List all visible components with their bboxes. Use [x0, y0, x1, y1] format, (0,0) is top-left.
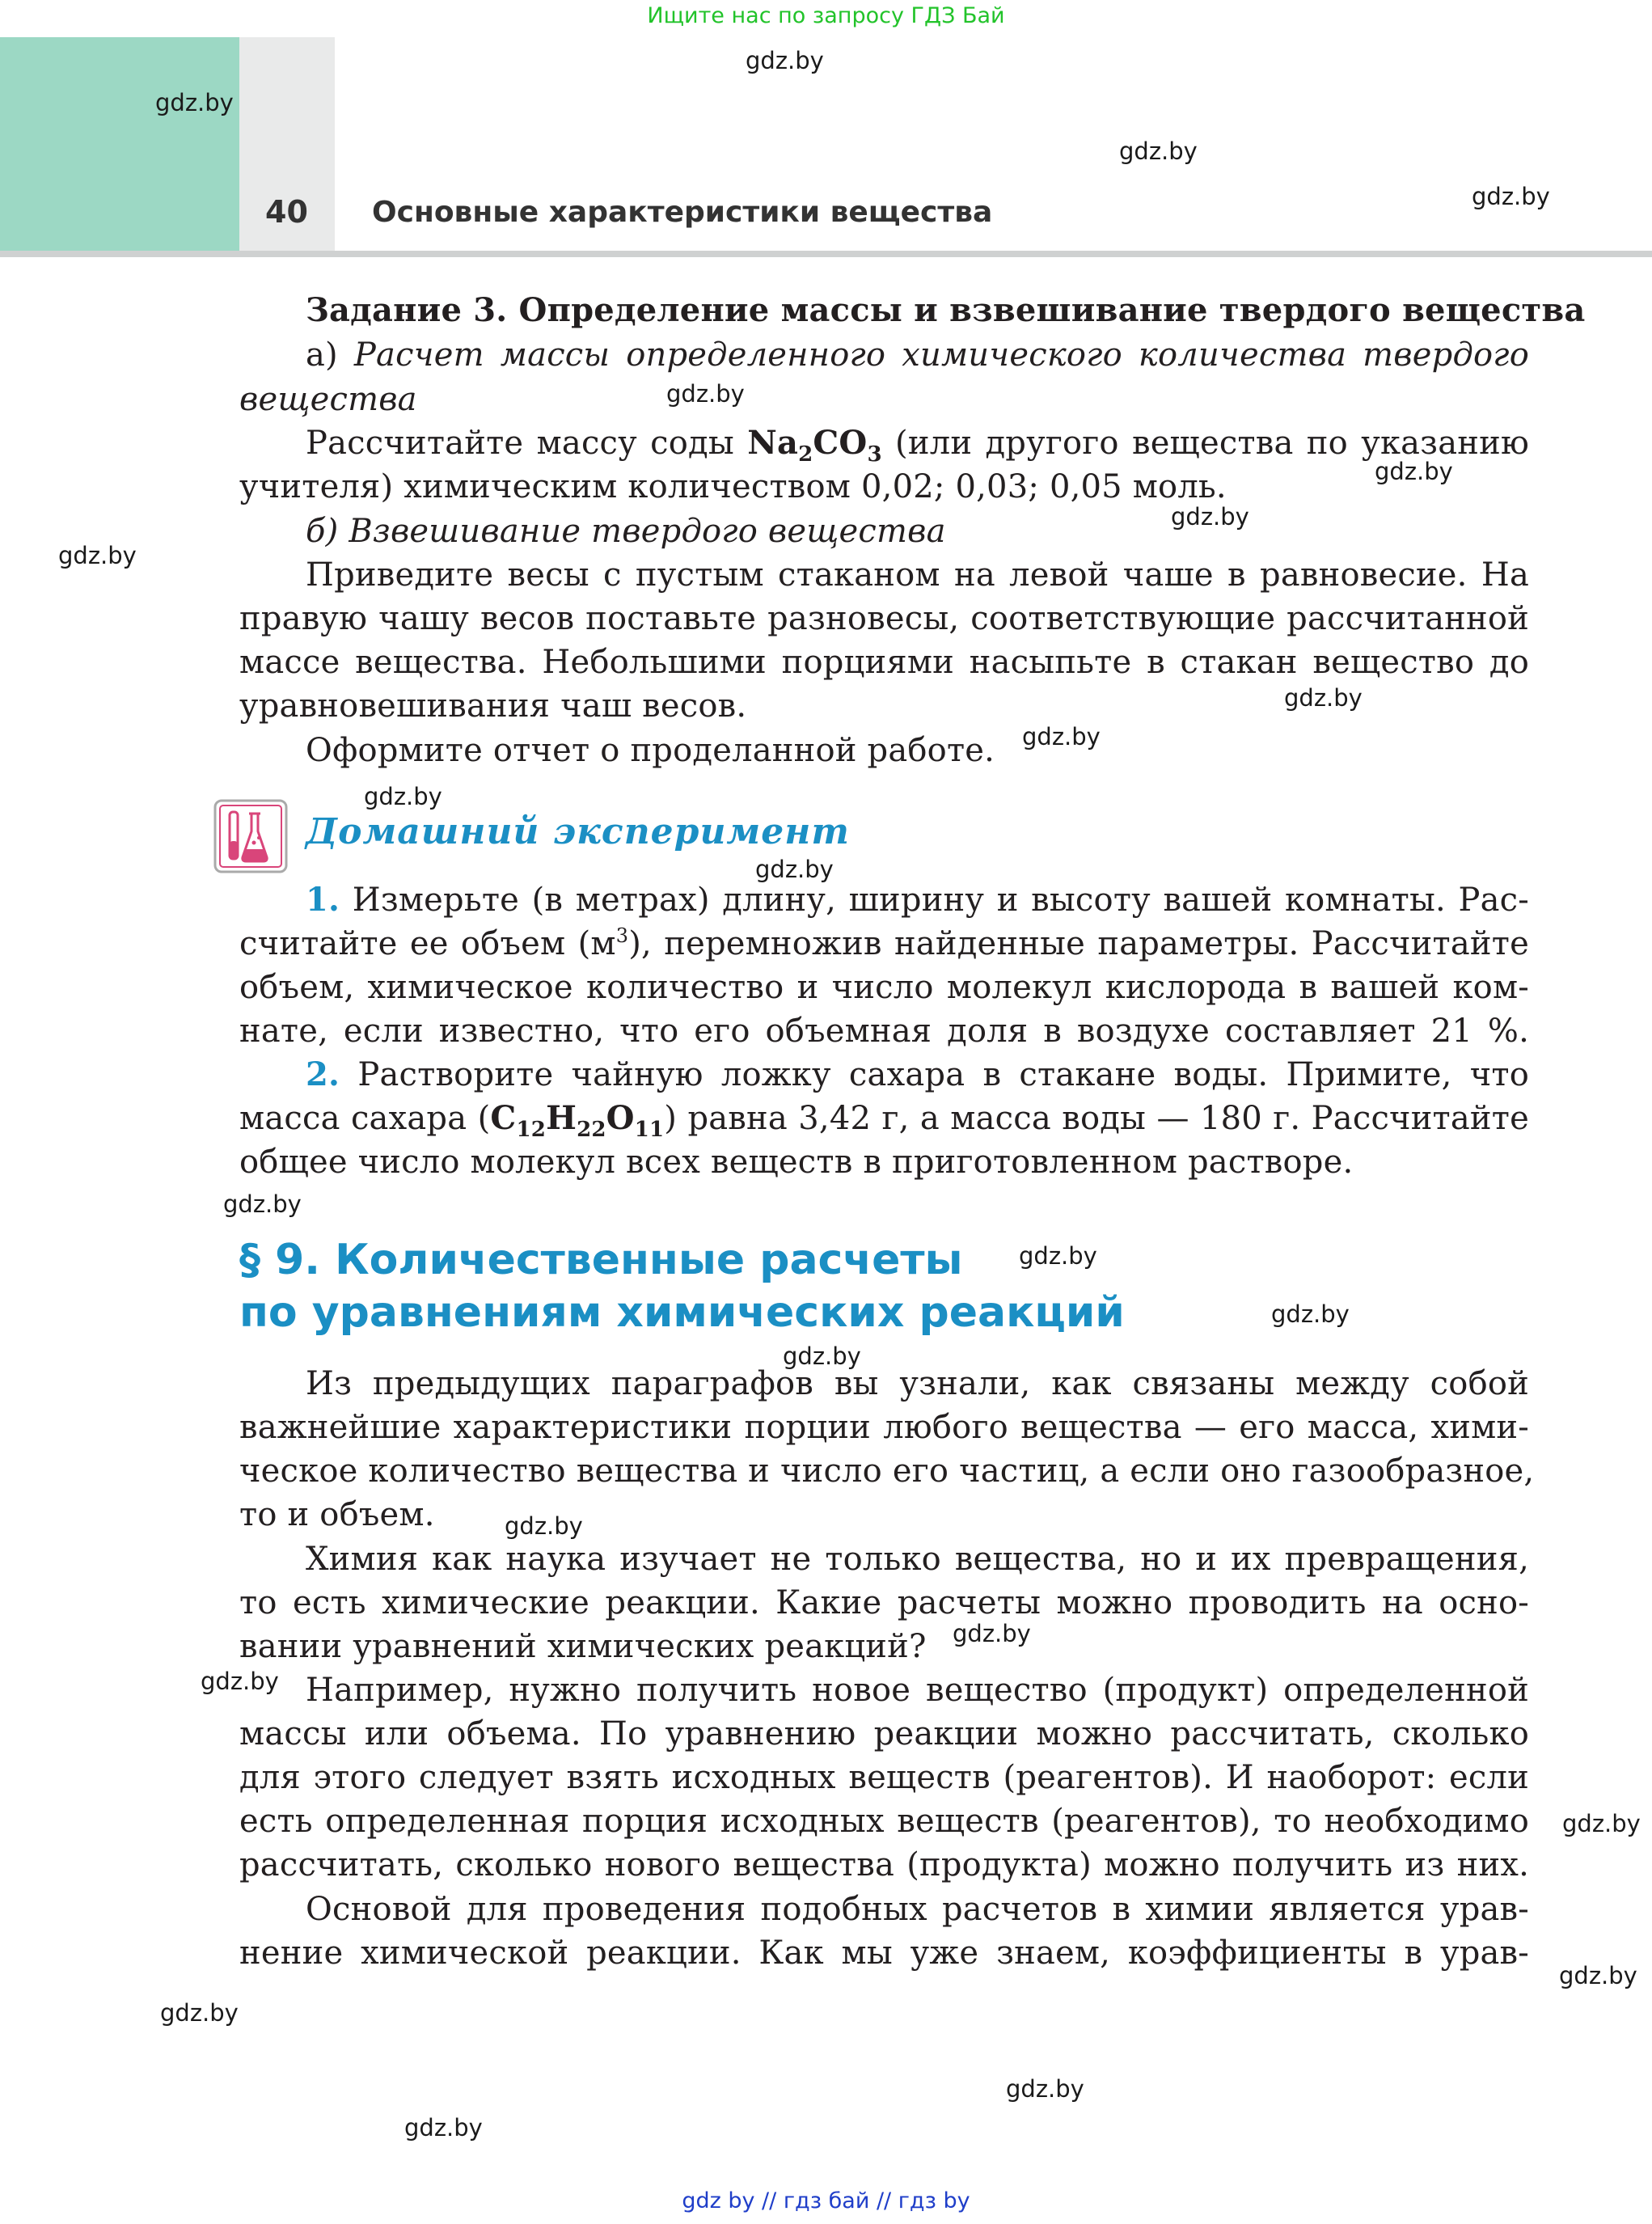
s9-p4-line2: нение химической реакции. Как мы уже знаем, коэффициенты в урав-	[239, 1934, 1529, 1972]
s9-p3-line2: массы или объема. По уравнению реакции можно рассчитать, сколько	[239, 1715, 1529, 1753]
section-title-line2: по уравнениям химических реакций	[239, 1288, 1125, 1337]
page-number: 40	[265, 194, 308, 230]
s9-p3-line1-text: Например, нужно получить новое вещество (продукт) определенной	[306, 1672, 1529, 1709]
formula-co-sub: 3	[867, 442, 882, 467]
watermark: gdz.by	[1119, 137, 1198, 165]
exp2-line2-post: ) равна 3,42 г, а масса воды — 180 г. Рассчитайте	[664, 1100, 1529, 1137]
weigh-line4: уравновешивания чаш весов.	[239, 687, 747, 725]
exp2-line1	[239, 1053, 1529, 1097]
s9-p4-line1-text: Основой для проведения подобных расчетов в химии является урав-	[306, 1891, 1529, 1928]
watermark: gdz.by	[1022, 723, 1101, 750]
weigh-line1	[239, 553, 1529, 597]
formula-h: H	[546, 1099, 577, 1137]
soda-formula	[747, 424, 882, 467]
header-green-band	[0, 37, 239, 256]
watermark: gdz.by	[505, 1512, 583, 1540]
exp2-line3: общее число молекул всех веществ в приготовленном растворе.	[239, 1144, 1354, 1181]
task3-part-a-title	[239, 333, 1529, 377]
s9-p1-line2: важнейшие характеристики порции любого вещества — его масса, хими-	[239, 1409, 1529, 1446]
s9-p3-line4: есть определенная порция исходных веществ (реагентов), то необходимо	[239, 1803, 1529, 1840]
formula-o: O	[606, 1099, 635, 1137]
home-experiment-title: Домашний эксперимент	[306, 811, 850, 852]
calc-text-post: (или другого вещества по указанию	[895, 425, 1529, 462]
watermark: gdz.by	[755, 856, 834, 883]
watermark: gdz.by	[953, 1620, 1031, 1647]
exp1-line2-post: ), перемножив найденные параметры. Рассчитайте	[628, 925, 1529, 962]
watermark: gdz.by	[666, 380, 745, 408]
watermark: gdz.by	[1006, 2075, 1084, 2103]
watermark: gdz.by	[223, 1190, 302, 1218]
weigh-line2: правую чашу весов поставьте разновесы, соответствующие рассчитанной	[239, 600, 1529, 637]
task3-heading: Задание 3. Определение массы и взвешивание твердого вещества	[306, 291, 1586, 329]
s9-p3-line3: для этого следует взять исходных веществ (реагентов). И наоборот: если	[239, 1759, 1529, 1796]
watermark: gdz.by	[155, 89, 234, 116]
exp2-number: 2.	[306, 1055, 340, 1093]
flask-icon	[213, 799, 288, 873]
bottom-links[interactable]: gdz by // гдз бай // гдз by	[682, 2188, 970, 2213]
exp2-line1-text: Растворите чайную ложку сахара в стакане воды. Примите, что	[357, 1056, 1529, 1093]
watermark: gdz.by	[1284, 684, 1363, 712]
watermark: gdz.by	[58, 542, 137, 569]
watermark: gdz.by	[1562, 1810, 1641, 1837]
exp1-line4: нате, если известно, что его объемная доля в воздухе составляет 21 %.	[239, 1013, 1529, 1050]
sugar-formula	[490, 1099, 665, 1142]
weigh-line1-text: Приведите весы с пустым стаканом на левой чаше в равновесие. На	[306, 556, 1529, 594]
formula-co: CO	[813, 424, 868, 462]
s9-p3-line1	[239, 1668, 1529, 1712]
formula-h-sub: 22	[577, 1118, 606, 1142]
exp1-line2	[239, 922, 1529, 966]
s9-p2-line1	[239, 1537, 1529, 1581]
watermark: gdz.by	[201, 1668, 279, 1695]
exp2-line2-pre: масса сахара (	[239, 1100, 491, 1137]
watermark: gdz.by	[404, 2114, 483, 2142]
watermark: gdz.by	[1171, 503, 1249, 531]
watermark: gdz.by	[1472, 183, 1550, 210]
watermark: gdz.by	[746, 47, 824, 74]
part-b-title: б) Взвешивание твердого вещества	[306, 513, 946, 550]
exp1-line1	[239, 878, 1529, 922]
watermark: gdz.by	[364, 783, 442, 810]
watermark: gdz.by	[160, 1999, 239, 2027]
s9-p2-line2: то есть химические реакции. Какие расчеты можно проводить на осно-	[239, 1584, 1529, 1621]
formula-o-sub: 11	[634, 1118, 665, 1142]
top-search-text: Ищите нас по запросу ГДЗ Бай	[647, 3, 1005, 28]
exp2-line2	[239, 1097, 1529, 1140]
header-divider	[0, 251, 1652, 257]
s9-p3-line5: рассчитать, сколько нового вещества (продукта) можно получить из них.	[239, 1846, 1529, 1884]
watermark: gdz.by	[1375, 458, 1453, 485]
s9-p1-line1-text: Из предыдущих параграфов вы узнали, как связаны между собой	[306, 1365, 1529, 1402]
part-a-prefix: а)	[306, 336, 338, 374]
exp1-line1-text: Измерьте (в метрах) длину, ширину и высоту вашей комнаты. Рас-	[352, 882, 1529, 919]
section-title-line1: § 9. Количественные расчеты	[239, 1236, 963, 1284]
calc-line1	[239, 421, 1529, 465]
watermark: gdz.by	[1271, 1300, 1350, 1328]
watermark: gdz.by	[1559, 1962, 1637, 1989]
part-a-title-line2: вещества	[239, 381, 417, 418]
part-a-title-line1: Расчет массы определенного химического количества твердого	[353, 336, 1529, 374]
formula-c: C	[490, 1099, 517, 1137]
calc-text-pre: Рассчитайте массу соды	[306, 425, 734, 462]
s9-p2-line1-text: Химия как наука изучает не только вещества, но и их превращения,	[306, 1541, 1529, 1578]
exp1-line3: объем, химическое количество и число молекул кислорода в вашей ком-	[239, 969, 1529, 1006]
weigh-line3: массе вещества. Небольшими порциями насыпьте в стакан вещество до	[239, 644, 1529, 681]
s9-p4-line1	[239, 1888, 1529, 1931]
exp1-line2-pre: считайте ее объем (м	[239, 925, 616, 962]
calc-line2: учителя) химическим количеством 0,02; 0,03; 0,05 моль.	[239, 468, 1227, 505]
watermark: gdz.by	[783, 1342, 861, 1370]
exp1-number: 1.	[306, 881, 340, 919]
formula-c-sub: 12	[516, 1118, 547, 1142]
formula-na-sub: 2	[798, 442, 813, 467]
running-title: Основные характеристики вещества	[372, 196, 993, 229]
s9-p1-line1	[239, 1362, 1529, 1406]
formula-na: Na	[747, 424, 799, 462]
exp1-line2-sup: 3	[615, 924, 629, 947]
watermark: gdz.by	[1019, 1242, 1097, 1270]
s9-p1-line4: то и объем.	[239, 1496, 435, 1533]
s9-p2-line3: вании уравнений химических реакций?	[239, 1628, 927, 1665]
report-line: Оформите отчет о проделанной работе.	[306, 732, 995, 769]
s9-p1-line3: ческое количество вещества и число его частиц, а если оно газообразное,	[239, 1452, 1535, 1490]
